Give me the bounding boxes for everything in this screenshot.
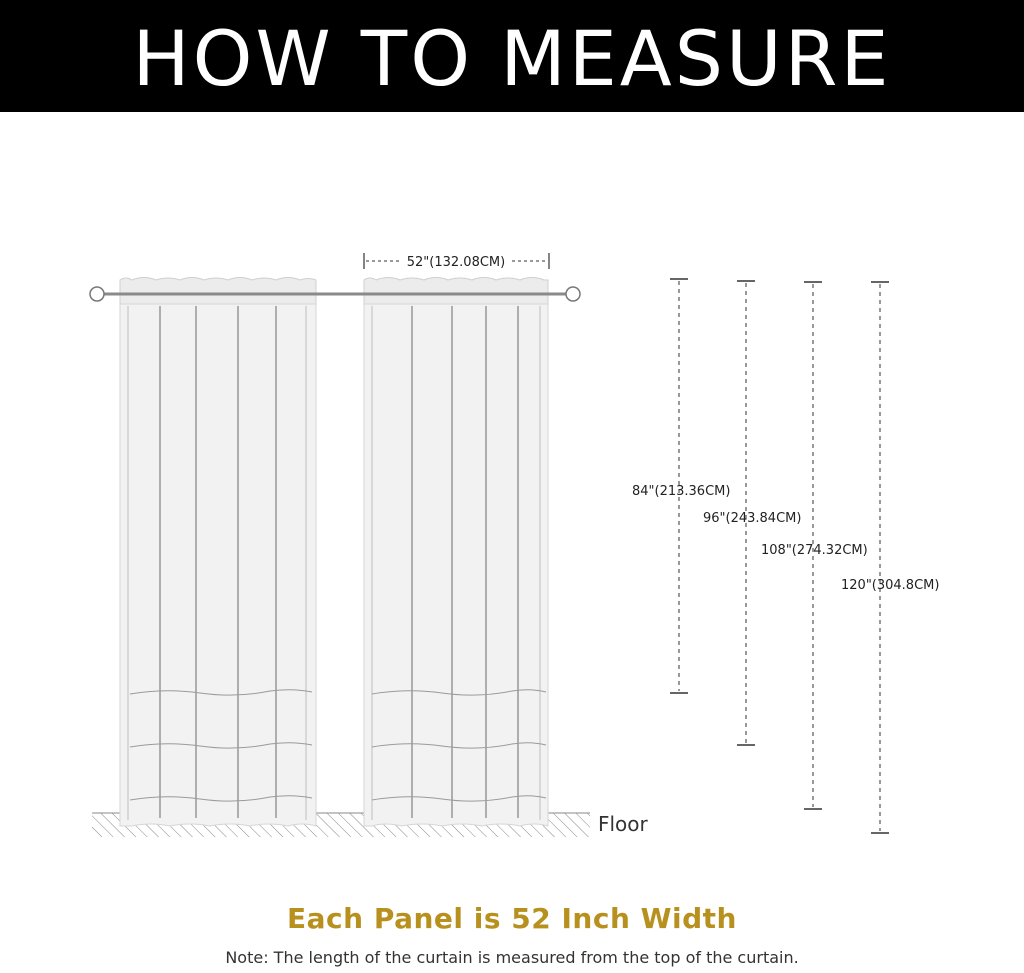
length-label-96: 96"(243.84CM) [703,511,802,526]
length-label-120: 120"(304.8CM) [841,578,940,593]
measurement-note: Note: The length of the curtain is measured from the top of the curtain. [225,948,799,967]
curtain-panel-right [364,278,548,827]
length-dimension-96 [703,281,801,745]
curtain-panel-left [120,278,316,827]
panel-width-label: 52"(132.08CM) [406,255,506,270]
length-dimension-84 [632,279,730,693]
length-label-84: 84"(213.36CM) [632,484,731,499]
panel-width-headline: Each Panel is 52 Inch Width [287,902,737,935]
length-label-108: 108"(274.32CM) [761,543,868,558]
page-title: HOW TO MEASURE [132,14,892,103]
floor-label: Floor [598,812,648,836]
panel-width-dimension [364,253,549,270]
length-dimension-108 [761,282,868,809]
